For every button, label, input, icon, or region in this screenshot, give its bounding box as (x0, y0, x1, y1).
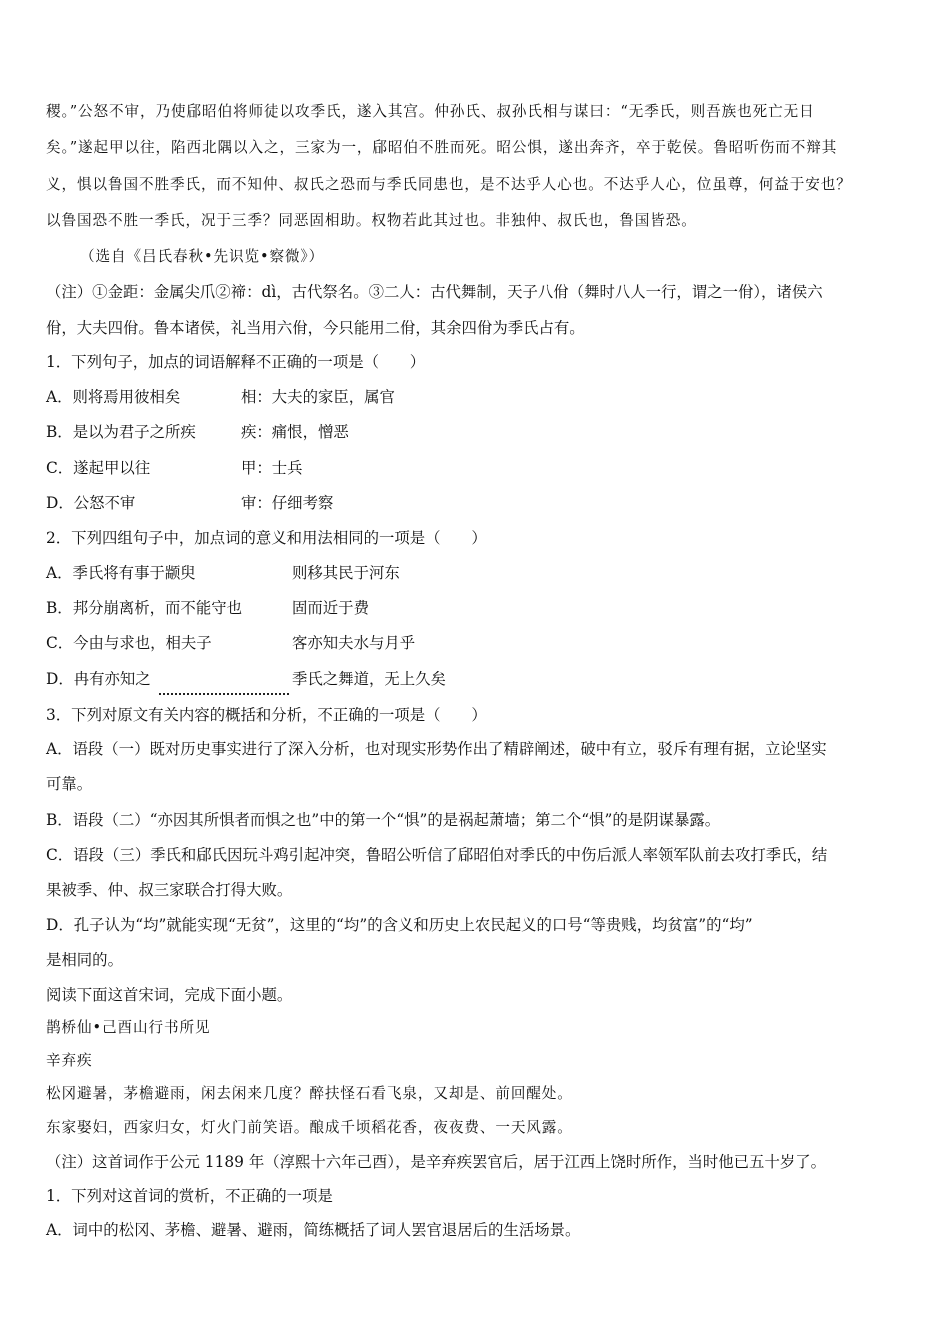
note-line: 佾，大夫四佾。鲁本诸侯，礼当用六佾，今只能用二佾，其余四佾为季氏占有。 (46, 319, 585, 337)
q2-option-d-right: 季氏之舞道，无上久矣 (292, 670, 446, 688)
question-3-stem: 3．下列对原文有关内容的概括和分析，不正确的一项是（ ） (46, 706, 487, 724)
passage-line: 义，惧以鲁国不胜季氏，而不知仲、叔氏之恐而与季氏同患也，是不达乎人心也。不达乎人心，位虽尊，何益于安也？ (46, 176, 852, 193)
q1-option-a-sentence: A．则将焉用彼相矣 (46, 388, 181, 406)
q3-line: A．语段（一）既对历史事实进行了深入分析，也对现实形势作出了精辟阐述，破中有立，驳斥有理有据，立论坚实 (46, 740, 827, 758)
passage-line: 稷。”公怒不审，乃使郈昭伯将师徒以攻季氏，遂入其宫。仲孙氏、叔孙氏相与谋曰：“无季氏，则吾族也死亡无日 (46, 103, 815, 120)
poem-note: （注）这首词作于公元 1189 年（淳熙十六年己酉），是辛弃疾罢官后，居于江西上饶时所作，当时他已五十岁了。 (46, 1153, 827, 1171)
q1-option-b-gloss: 疾：痛恨，憎恶 (241, 423, 349, 441)
q1-option-d-gloss: 审：仔细考察 (241, 494, 334, 512)
q3-line: 是相同的。 (46, 951, 123, 969)
poem-title: 鹊桥仙•己酉山行书所见 (46, 1019, 211, 1036)
poem-author: 辛弃疾 (46, 1052, 93, 1069)
q2-option-b-left: B．邦分崩离析，而不能守也 (46, 599, 242, 617)
emphasis-dots (159, 673, 289, 695)
q3-line: B．语段（二）“亦因其所惧者而惧之也”中的第一个“惧”的是祸起萧墙；第二个“惧”的是阴谋暴露。 (46, 811, 721, 829)
poem-line: 东家娶妇，西家归女，灯火门前笑语。酿成千顷稻花香，夜夜费、一天风露。 (46, 1119, 573, 1136)
q3-line: D．孔子认为“均”就能实现“无贫”，这里的“均”的含义和历史上农民起义的口号“等贵贱，均贫富”的“均” (46, 916, 753, 934)
question-2-stem: 2．下列四组句子中，加点词的意义和用法相同的一项是（ ） (46, 529, 487, 547)
passage-line: 矣。”遂起甲以往，陷西北隅以入之，三家为一，郈昭伯不胜而死。昭公惧，遂出奔齐，卒于乾侯。鲁昭听伤而不辩其 (46, 139, 838, 156)
q1-option-b-sentence: B．是以为君子之所疾 (46, 423, 196, 441)
poem-question-1-stem: 1．下列对这首词的赏析，不正确的一项是 (46, 1187, 333, 1205)
note-line: （注）①金距：金属尖爪②禘：dì，古代祭名。③二人：古代舞制，天子八佾（舞时八人一行，谓之一佾），诸侯六 (46, 283, 823, 301)
poem-line: 松冈避暑，茅檐避雨，闲去闲来几度？醉扶怪石看飞泉，又却是、前回醒处。 (46, 1085, 573, 1102)
q2-option-a-left: A．季氏将有事于颛臾 (46, 564, 196, 582)
q2-option-c-right: 客亦知夫水与月乎 (292, 634, 416, 652)
q2-option-a-right: 则移其民于河东 (292, 564, 400, 582)
q2-option-d-left: D．冉有亦知之 (46, 670, 151, 688)
q3-line: 可靠。 (46, 775, 93, 793)
q1-option-a-gloss: 相：大夫的家臣，属官 (241, 388, 395, 406)
question-1-stem: 1．下列句子，加点的词语解释不正确的一项是（ ） (46, 353, 426, 371)
q1-option-c-gloss: 甲：士兵 (241, 459, 303, 477)
poem-q1-option-a: A．词中的松冈、茅檐、避暑、避雨，简练概括了词人罢官退居后的生活场景。 (46, 1221, 581, 1239)
q2-option-b-right: 固而近于费 (292, 599, 369, 617)
q1-option-d-sentence: D．公怒不审 (46, 494, 136, 512)
q1-option-c-sentence: C．遂起甲以往 (46, 459, 151, 477)
q3-line: 果被季、仲、叔三家联合打得大败。 (46, 881, 293, 899)
q2-option-c-left: C．今由与求也，相夫子 (46, 634, 212, 652)
passage-source: （选自《吕氏春秋•先识览•察微》） (80, 248, 325, 265)
q3-line: C．语段（三）季氏和郈氏因玩斗鸡引起冲突，鲁昭公听信了郈昭伯对季氏的中伤后派人率领军队前去攻打季氏，结 (46, 846, 828, 864)
passage-line: 以鲁国恐不胜一季氏，况于三季？同恶固相助。权物若此其过也。非独仲、叔氏也，鲁国皆恐。 (46, 212, 697, 229)
poem-intro: 阅读下面这首宋词，完成下面小题。 (46, 986, 293, 1004)
